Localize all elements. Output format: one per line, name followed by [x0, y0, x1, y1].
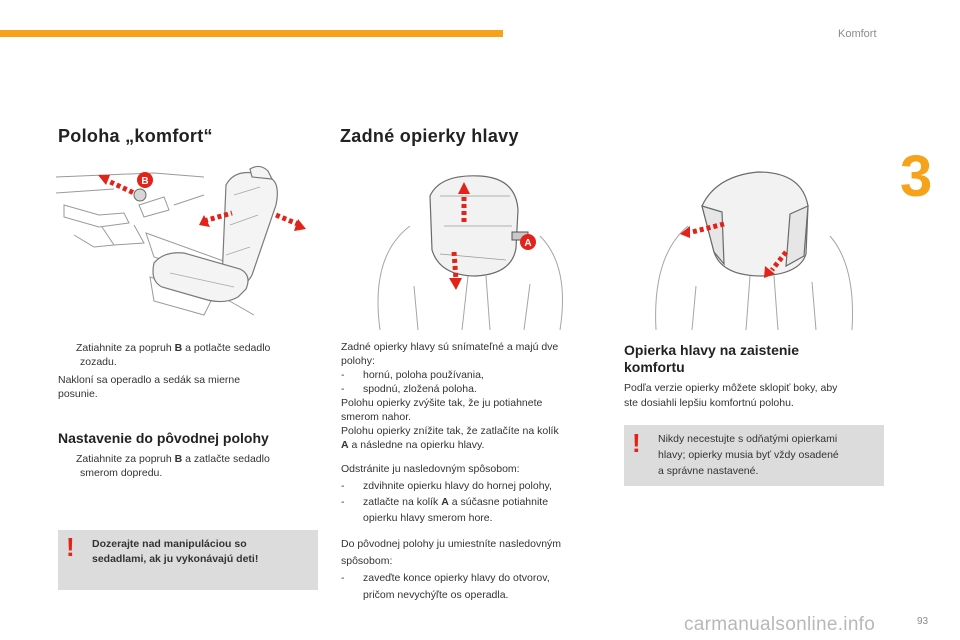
- warning-exclamation-icon: !: [66, 532, 75, 562]
- header-accent-bar: [0, 30, 503, 37]
- comfort-headrest-body: Podľa verzie opierky môžete sklopiť boky, aby ste dosiahli lepšiu komfortnú polohu.: [624, 382, 838, 409]
- comfort-note: Nakloní sa operadlo a sedák sa mierne posunie.: [58, 374, 241, 400]
- child-warning-text: Dozerajte nad manipuláciou so sedadlami, ak ju vykonávajú deti!: [92, 538, 259, 565]
- headrest-description: Zadné opierky hlavy sú snímateľné a majú dve polohy: - hornú, poloha používania, - spodnú, zložená poloha. Polohu opierky zvýšite tak, že ju potiahnete smerom nahor. Polohu opierky znížite tak, že zatlačíte na kolík A a následne na opierku hlavy.: [341, 341, 559, 451]
- callout-a-label: A: [524, 238, 532, 249]
- checkbox-bullet-icon: [58, 341, 76, 355]
- watermark: carmanualsonline.info: [684, 614, 876, 635]
- comfort-headrest-illustration: [626, 166, 884, 330]
- comfort-headrest-title: Opierka hlavy na zaistenie komfortu: [624, 342, 800, 375]
- comfort-instruction: Zatiahnite za popruh B a potlačte sedadlo zozadu.: [58, 341, 320, 369]
- seat-illustration: [54, 165, 312, 323]
- checkbox-bullet-icon: [58, 452, 76, 466]
- warning-exclamation-icon: !: [632, 428, 641, 458]
- headrest-adjust-illustration: [340, 166, 600, 330]
- reset-instruction: Zatiahnite za popruh B a zatlačte sedadlo smerom dopredu.: [58, 452, 320, 480]
- reset-title: Nastavenie do pôvodnej polohy: [58, 430, 269, 446]
- chapter-number: 3: [900, 144, 933, 209]
- headrest-warning-text: Nikdy necestujte s odňatými opierkami hlavy; opierky musia byť vždy osadené a správne nastavené.: [658, 433, 839, 477]
- headrest-refit: Do pôvodnej polohy ju umiestníte nasledovným spôsobom: - zaveďte konce opierky hlavy do otvorov, pričom nevychýľte os operadla.: [341, 538, 562, 601]
- rear-headrests-title: Zadné opierky hlavy: [340, 126, 519, 146]
- callout-b-label: B: [141, 176, 149, 187]
- comfort-position-title: Poloha „komfort“: [58, 126, 213, 146]
- headrest-removal: Odstránite ju nasledovným spôsobom: - zdvihnite opierku hlavy do hornej polohy, - zatlačte na kolík A a súčasne potiahnite opierku hlavy smerom hore.: [341, 463, 552, 524]
- section-title: Komfort: [838, 28, 877, 40]
- page-number: 93: [917, 616, 929, 627]
